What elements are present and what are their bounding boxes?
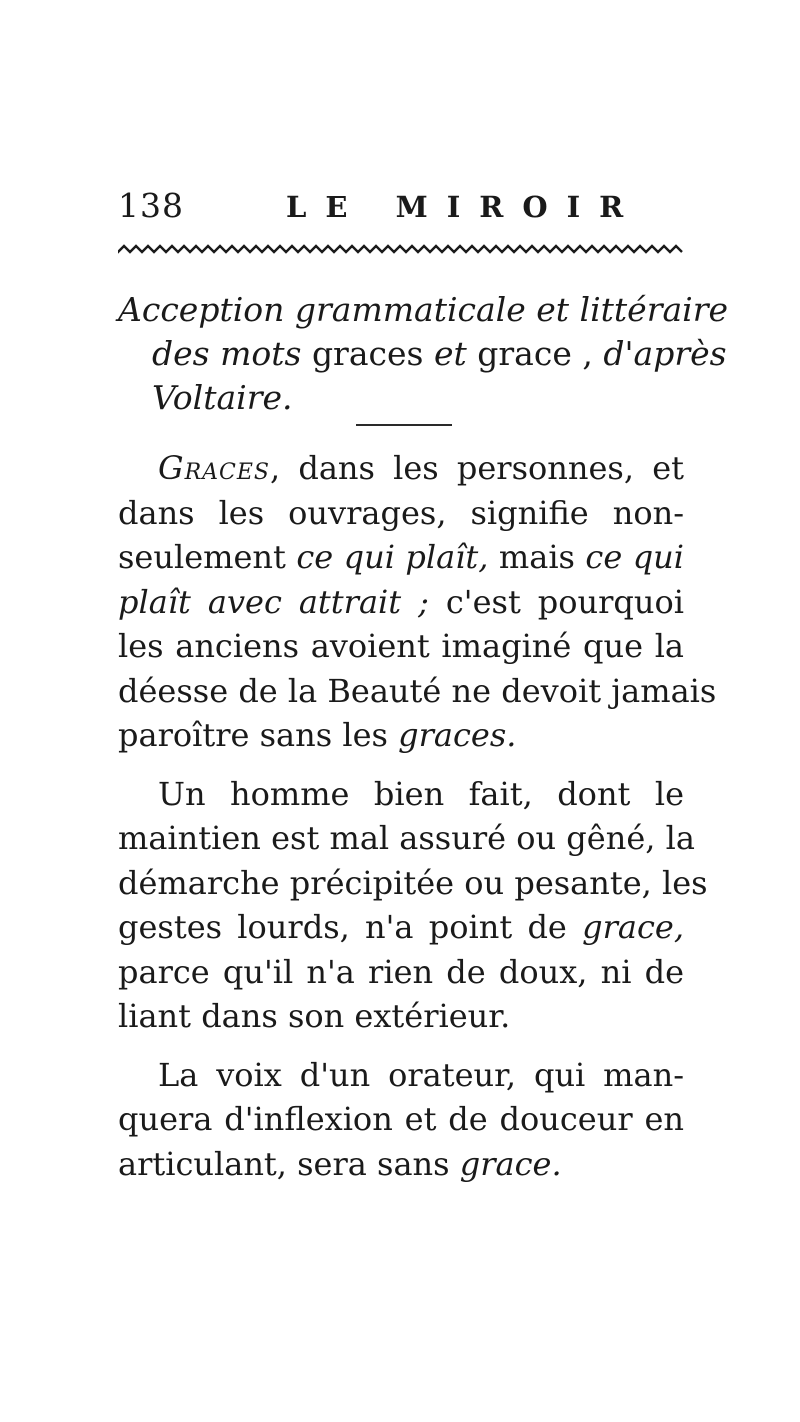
title-line-2 [118,332,727,376]
text-line [118,905,684,950]
text-fragment: seulement [118,538,286,576]
text-line [118,535,684,580]
text-fragment: ce qui [585,538,685,576]
running-head: LE MIROIR [286,190,643,224]
title-fragment: d'après [603,334,727,373]
text-fragment: ce qui plaît, [296,538,489,576]
text-line: La voix d'un orateur, qui man- [158,1055,684,1094]
paragraph-2 [118,772,708,1039]
body-text [118,446,717,1200]
text-line: liant dans son extérieur. [118,997,511,1035]
title-separator [356,424,452,426]
title-fragment: des mots [152,334,302,373]
text-line: maintien est mal assuré ou gêné, la [118,819,695,857]
paragraph-1 [118,446,717,758]
text-fragment: graces. [398,716,517,754]
title-word-graces: graces [311,334,424,373]
ornamental-rule [118,242,684,256]
section-title [118,288,729,420]
text-line: parce qu'il n'a rien de doux, ni de [118,952,684,991]
text-line [118,1142,684,1187]
paragraph-3 [118,1053,684,1187]
text-line: quera d'inflexion et de douceur en [118,1100,684,1138]
text-line [118,580,684,625]
text-line [118,713,684,758]
text-line [118,446,684,491]
text-fragment: articulant, sera sans [118,1144,450,1183]
text-fragment: grace. [459,1144,562,1183]
text-fragment: paroître sans les [118,716,388,754]
text-fragment: , dans les personnes, et [269,449,684,487]
text-line: démarche précipitée ou pesante, les [118,863,708,902]
text-line: déesse de la Beauté ne devoit jamais [118,671,717,710]
title-fragment: et [433,334,467,373]
title-line-1: Acception grammaticale et littéraire [118,290,729,329]
text-line: les anciens avoient imaginé que la [118,627,684,665]
title-comma: , [582,334,593,373]
text-fragment: gestes lourds, n'a point de [118,908,567,946]
term-graces: Graces [158,449,270,487]
title-line-3: Voltaire. [152,378,293,417]
text-fragment: c'est pourquoi [445,582,685,621]
text-line: dans les ouvrages, signifie non- [118,493,684,532]
text-fragment: plaît avec attrait ; [118,582,429,621]
text-fragment: mais [498,538,575,576]
page-number: 138 [118,186,184,225]
text-fragment: grace, [582,908,685,946]
page-header [118,186,688,230]
text-line: Un homme bien fait, dont le [158,774,684,813]
title-word-grace: grace [477,334,572,373]
